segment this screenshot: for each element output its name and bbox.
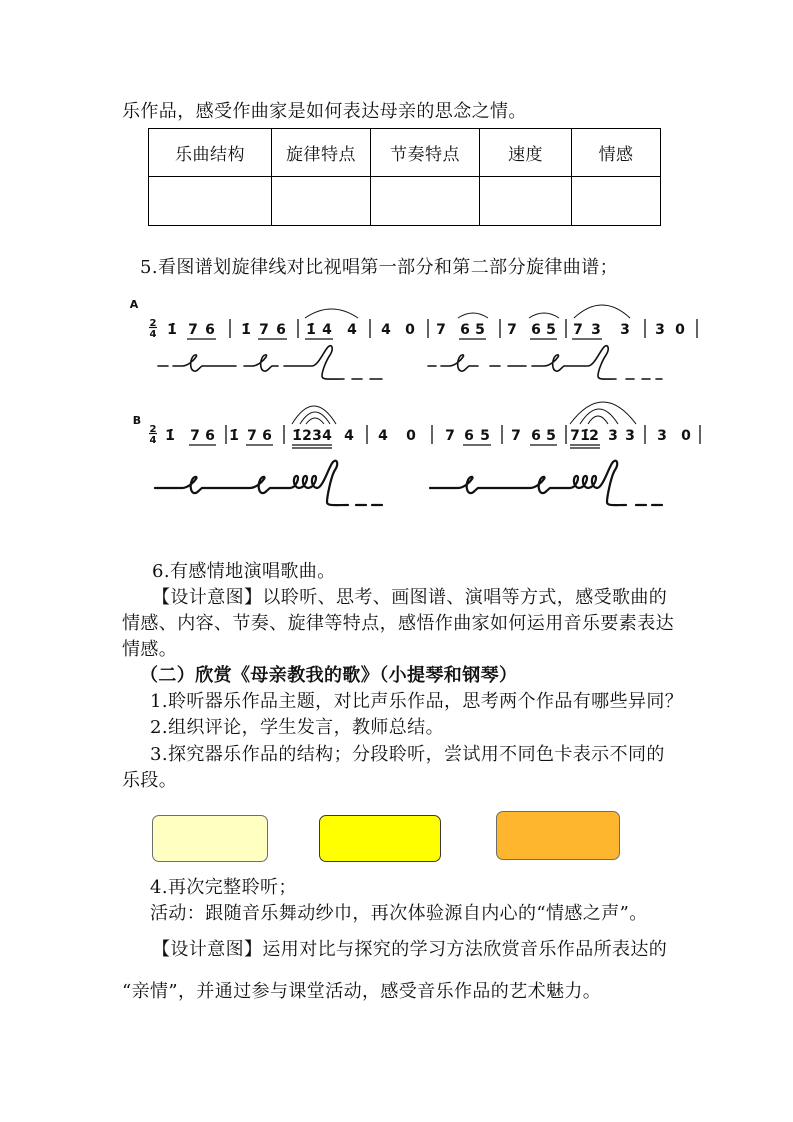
- intro-line: 乐作品，感受作曲家是如何表达母亲的思念之情。: [122, 101, 527, 122]
- melody-score-image: [120, 288, 710, 518]
- slur: [292, 406, 336, 424]
- step-line: 3.探究器乐作品的结构；分段聆听，尝试用不同色卡表示不同的: [150, 744, 665, 765]
- note: 6: [460, 322, 470, 338]
- note: 6: [205, 428, 215, 444]
- note: 7: [570, 428, 580, 444]
- note: 6: [262, 428, 272, 444]
- note: 7: [436, 322, 446, 338]
- step-line: 2.组织评论，学生发言，教师总结。: [150, 717, 444, 738]
- note: 5: [546, 428, 556, 444]
- table-row: [149, 177, 661, 226]
- color-card-3: [496, 811, 620, 860]
- note: 4: [322, 428, 332, 444]
- note: 7: [507, 322, 517, 338]
- section-2-heading: （二）欣赏《母亲教我的歌》（小提琴和钢琴）: [140, 665, 518, 686]
- slur: [305, 309, 358, 318]
- table-header-melody: 旋律特点: [272, 129, 371, 177]
- note: 3: [655, 322, 665, 338]
- time-signature-bottom: 4: [149, 435, 157, 446]
- note: 1̇: [165, 428, 175, 444]
- melody-line-b: [155, 461, 662, 505]
- note: 0: [406, 428, 416, 444]
- note: 1̇: [580, 428, 590, 444]
- note: 6: [531, 428, 541, 444]
- step-line: 1.聆听器乐作品主题，对比声乐作品，思考两个作品有哪些异同？: [150, 691, 684, 712]
- design-intent-1-line: 情感。: [122, 639, 178, 660]
- note: 3: [608, 428, 618, 444]
- design-intent-1-line: 情感、内容、节奏、旋律等特点，感悟作曲家如何运用音乐要素表达: [122, 613, 674, 634]
- step-4-instruction: 4.再次完整聆听；: [150, 877, 297, 898]
- note: 4: [378, 428, 388, 444]
- section-label: B: [132, 414, 142, 427]
- note: 2: [302, 428, 312, 444]
- design-intent-2-line: 【设计意图】运用对比与探究的学习方法欣赏音乐作品所表达的: [152, 939, 668, 960]
- score-section-a: [130, 298, 697, 379]
- note: 1̇: [229, 428, 239, 444]
- table-header-structure: 乐曲结构: [149, 129, 272, 177]
- time-signature-top: 2: [149, 424, 157, 435]
- step-6-instruction: 6.有感情地演唱歌曲。: [152, 561, 336, 582]
- note: 7: [511, 428, 521, 444]
- slur: [529, 313, 559, 318]
- slur: [306, 418, 324, 424]
- color-card-1: [152, 815, 268, 862]
- note: 7: [573, 322, 583, 338]
- note: 5: [480, 428, 490, 444]
- design-intent-2-line: “亲情”，并通过参与课堂活动，感受音乐作品的艺术魅力。: [122, 981, 602, 1002]
- note: 7: [188, 322, 198, 338]
- table-header-rhythm: 节奏特点: [371, 129, 480, 177]
- note: 6: [464, 428, 474, 444]
- note: 3: [620, 322, 630, 338]
- step-5-instruction: 5.看图谱划旋律线对比视唱第一部分和第二部分旋律曲谱；: [140, 257, 618, 278]
- analysis-table: [148, 128, 661, 226]
- slur: [574, 305, 630, 318]
- color-card-2: [319, 815, 441, 862]
- note: 7: [247, 428, 257, 444]
- table-header-emotion: 情感: [572, 129, 661, 177]
- note: 1̇: [241, 322, 251, 338]
- note: 6: [531, 322, 541, 338]
- note: 3: [312, 428, 322, 444]
- note: 0: [681, 428, 691, 444]
- note: 1̇: [292, 428, 302, 444]
- note: 6: [205, 322, 215, 338]
- melody-line-a: [158, 346, 662, 379]
- activity-line: 活动：跟随音乐舞动纱巾，再次体验源自内心的“情感之声”。: [150, 903, 648, 924]
- table-cell: [480, 177, 572, 226]
- slur: [458, 313, 488, 318]
- note: 4: [344, 428, 354, 444]
- note: 6: [276, 322, 286, 338]
- note: 0: [675, 322, 685, 338]
- table-cell: [371, 177, 480, 226]
- note: 2: [589, 428, 599, 444]
- score-section-b: [133, 402, 700, 505]
- step-line: 乐段。: [122, 770, 178, 791]
- design-intent-1-line: 【设计意图】以聆听、思考、画图谱、演唱等方式，感受歌曲的: [152, 587, 668, 608]
- table-cell: [272, 177, 371, 226]
- table-header-tempo: 速度: [480, 129, 572, 177]
- note: 1̇: [167, 322, 177, 338]
- note: 4: [347, 322, 357, 338]
- note: 3: [657, 428, 667, 444]
- note: 1̇: [306, 322, 316, 338]
- note: 3: [591, 322, 601, 338]
- section-label: A: [129, 298, 139, 311]
- note: 4: [381, 322, 391, 338]
- note: 5: [546, 322, 556, 338]
- note: 4: [322, 322, 332, 338]
- note: 3: [625, 428, 635, 444]
- note: 5: [475, 322, 485, 338]
- note: 7: [445, 428, 455, 444]
- note: 0: [405, 322, 415, 338]
- table-cell: [572, 177, 661, 226]
- note: 7: [259, 322, 269, 338]
- slur: [588, 416, 608, 424]
- note: 7: [190, 428, 200, 444]
- table-header-row: [149, 129, 661, 177]
- time-signature-bottom: 4: [149, 329, 157, 340]
- slur: [570, 402, 636, 424]
- table-cell: [149, 177, 272, 226]
- time-signature-top: 2: [149, 318, 157, 329]
